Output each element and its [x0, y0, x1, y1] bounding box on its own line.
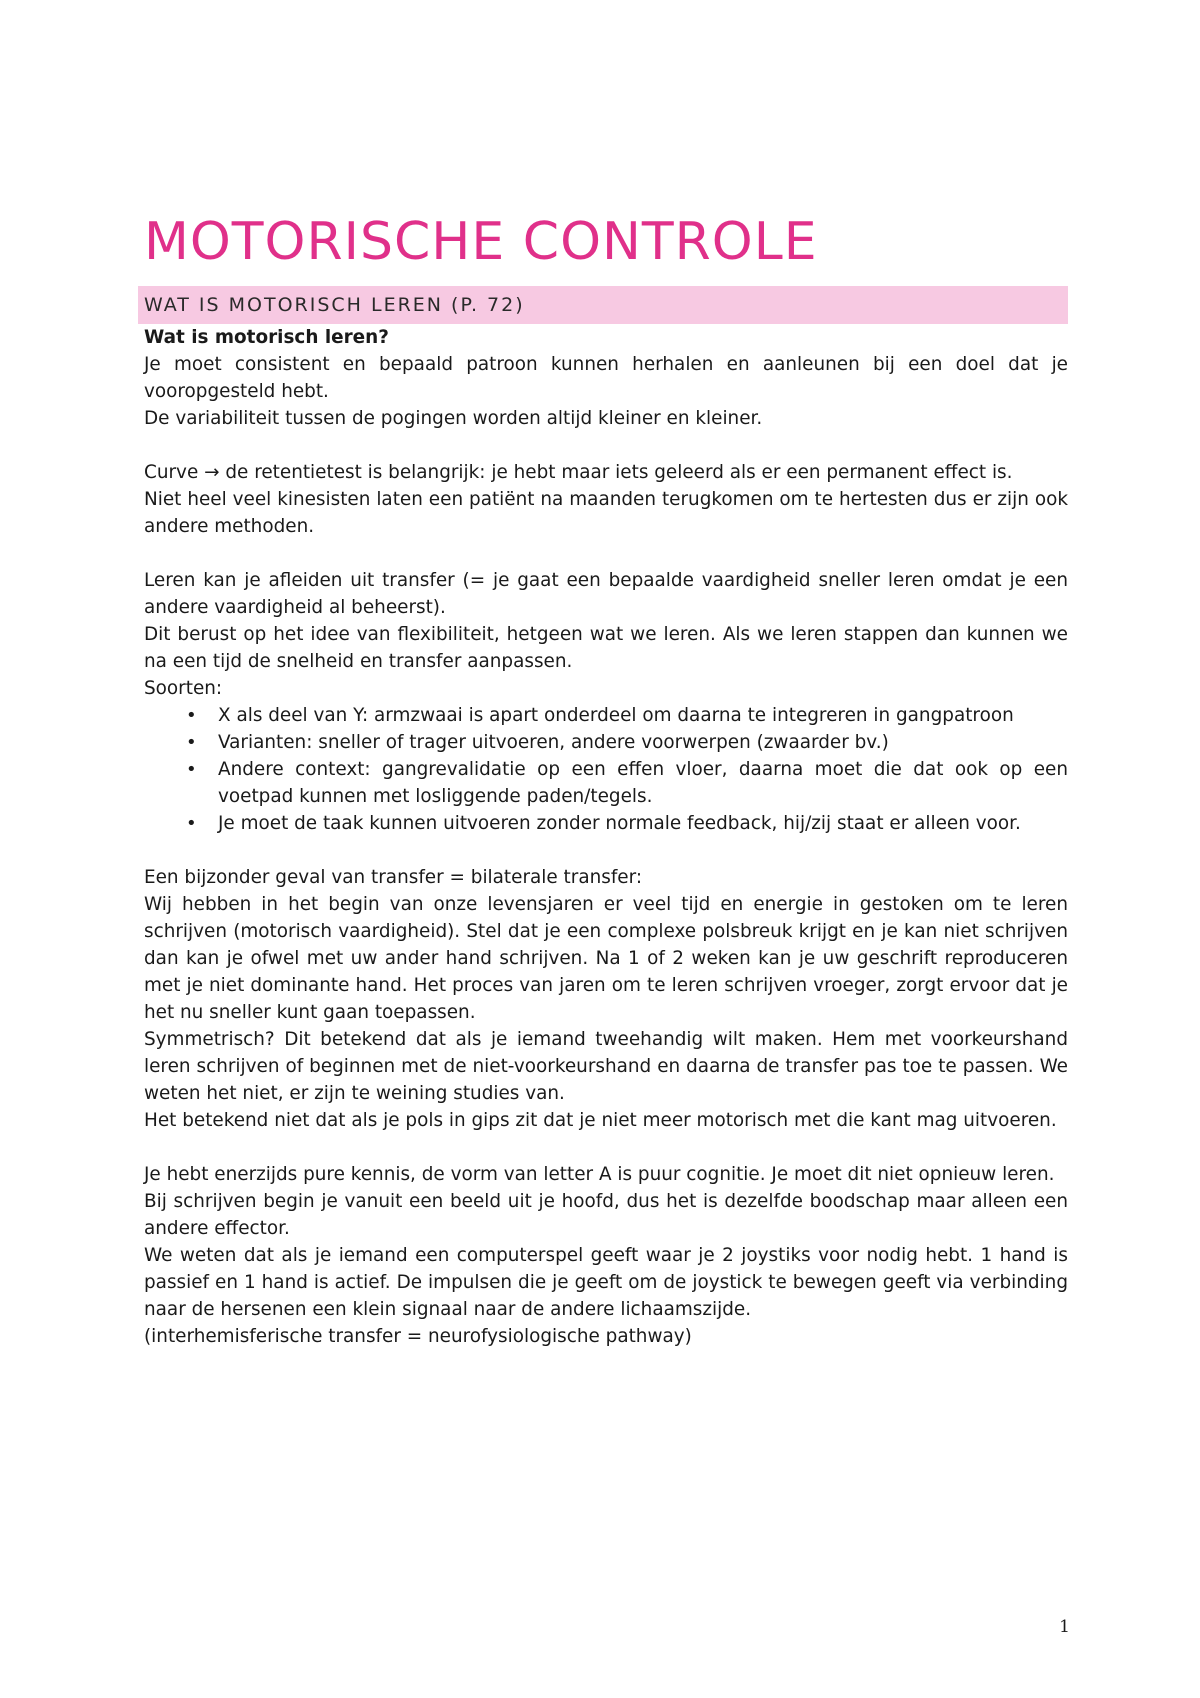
list-item-text: Andere context: gangrevalidatie op een effen vloer, daarna moet die dat ook op een voetpad kunnen met losliggende paden/tegels. — [218, 759, 1068, 807]
section-heading: WAT IS MOTORISCH LEREN (P. 72) — [138, 286, 1068, 324]
paragraph: Wij hebben in het begin van onze levensjaren er veel tijd en energie in gestoken om te leren schrijven (motorisch vaardigheid). Stel dat je een complexe polsbreuk krijgt en je kan niet schrijven dan kan je ofwel met uw ander hand schrijven. Na 1 of 2 weken kan je uw geschrift reproduceren met je niet dominante hand. Het proces van jaren om te leren schrijven vroeger, zorgt ervoor dat je het nu sneller kunt gaan toepassen. — [144, 894, 1068, 1023]
paragraph-spacer — [144, 837, 1068, 864]
paragraph-spacer — [144, 432, 1068, 459]
list-item-text: X als deel van Y: armzwaai is apart onderdeel om daarna te integreren in gangpatroon — [218, 705, 1014, 726]
paragraph: Leren kan je afleiden uit transfer (= je gaat een bepaalde vaardigheid sneller leren omdat je een andere vaardigheid al beheerst). — [144, 570, 1068, 618]
list-item — [144, 756, 1068, 810]
paragraph: Curve → de retentietest is belangrijk: je hebt maar iets geleerd als er een permanent effect is. — [144, 462, 1013, 483]
document-title: MOTORISCHE CONTROLE — [144, 212, 818, 272]
paragraph: Symmetrisch? Dit betekend dat als je iemand tweehandig wilt maken. Hem met voorkeurshand leren schrijven of beginnen met de niet-voorkeurshand en daarna de transfer pas toe te passen. We weten het niet, er zijn te weining studies van. — [144, 1029, 1068, 1104]
paragraph: De variabiliteit tussen de pogingen worden altijd kleiner en kleiner. — [144, 408, 763, 429]
list-item-text: Varianten: sneller of trager uitvoeren, andere voorwerpen (zwaarder bv.) — [218, 732, 889, 753]
body-text — [144, 324, 1068, 1350]
paragraph: We weten dat als je iemand een computerspel geeft waar je 2 joystiks voor nodig hebt. 1 hand is passief en 1 hand is actief. De impulsen die je geeft om de joystick te bewegen geeft via verbinding naar de hersenen een klein signaal naar de andere lichaamszijde. — [144, 1245, 1068, 1320]
paragraph: Je hebt enerzijds pure kennis, de vorm van letter A is puur cognitie. Je moet dit niet opnieuw leren. — [144, 1164, 1055, 1185]
page-content — [144, 212, 1068, 1350]
bullet-icon: • — [186, 705, 197, 726]
list-item — [144, 702, 1068, 729]
question-heading: Wat is motorisch leren? — [144, 327, 389, 348]
bullet-icon: • — [186, 732, 197, 753]
bullet-icon: • — [186, 813, 197, 834]
list-item — [144, 729, 1068, 756]
paragraph: Je moet consistent en bepaald patroon kunnen herhalen en aanleunen bij een doel dat je vooropgesteld hebt. — [144, 354, 1068, 402]
list-item-text: Je moet de taak kunnen uitvoeren zonder normale feedback, hij/zij staat er alleen voor. — [218, 813, 1021, 834]
paragraph: Dit berust op het idee van flexibiliteit, hetgeen wat we leren. Als we leren stappen dan kunnen we na een tijd de snelheid en transfer aanpassen. — [144, 624, 1068, 672]
paragraph-spacer — [144, 540, 1068, 567]
paragraph: Bij schrijven begin je vanuit een beeld uit je hoofd, dus het is dezelfde boodschap maar alleen een andere effector. — [144, 1191, 1068, 1239]
list-item — [144, 810, 1068, 837]
list-intro: Soorten: — [144, 678, 223, 699]
bullet-list — [144, 702, 1068, 837]
paragraph-spacer — [144, 1134, 1068, 1161]
paragraph: Een bijzonder geval van transfer = bilaterale transfer: — [144, 867, 643, 888]
page-number: 1 — [1059, 1617, 1070, 1637]
paragraph: Het betekend niet dat als je pols in gips zit dat je niet meer motorisch met die kant mag uitvoeren. — [144, 1110, 1057, 1131]
bullet-icon: • — [186, 759, 197, 780]
paragraph: Niet heel veel kinesisten laten een patiënt na maanden terugkomen om te hertesten dus er zijn ook andere methoden. — [144, 489, 1068, 537]
paragraph: (interhemisferische transfer = neurofysiologische pathway) — [144, 1326, 692, 1347]
